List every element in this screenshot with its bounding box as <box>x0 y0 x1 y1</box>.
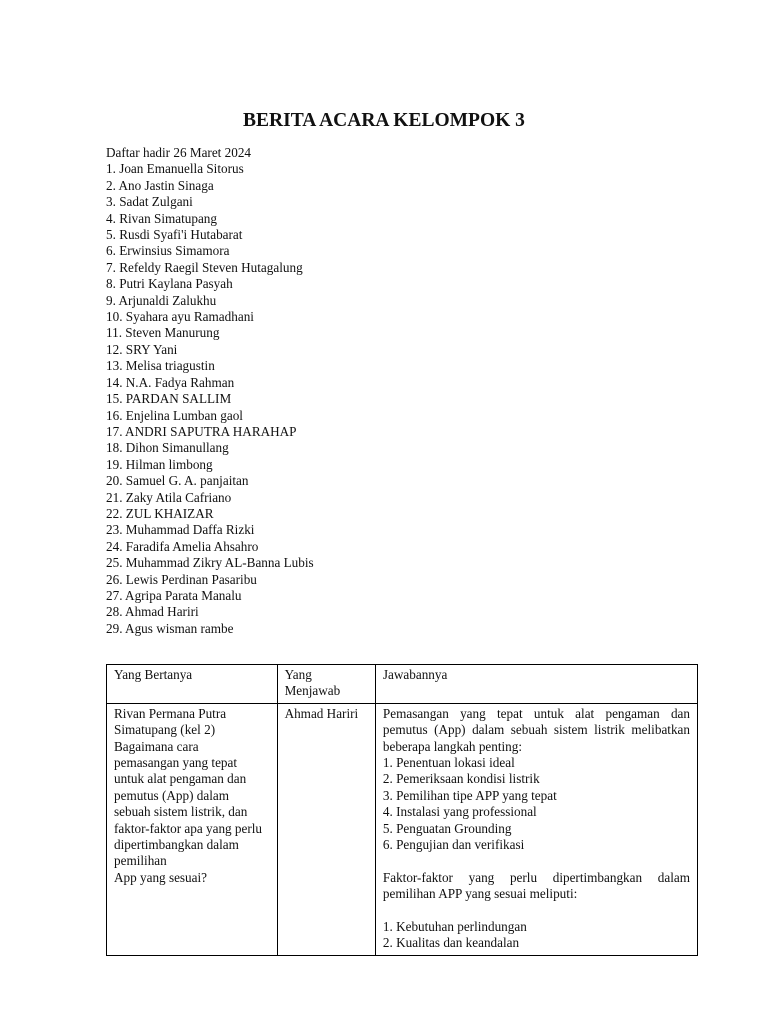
answer-step: 3. Pemilihan tipe APP yang tepat <box>382 787 557 803</box>
answer-factor: 1. Kebutuhan perlindungan <box>382 919 527 935</box>
attendee-item: 13. Melisa triagustin <box>106 358 215 374</box>
asker-line: sebuah sistem listrik, dan <box>114 804 248 820</box>
attendee-item: 10. Syahara ayu Ramadhani <box>106 309 254 325</box>
answer-step: 6. Pengujian dan verifikasi <box>382 837 525 853</box>
asker-line: App yang sesuai? <box>114 869 208 885</box>
asker-line: pemasangan yang tepat <box>114 755 238 771</box>
asker-line: Bagaimana cara <box>114 738 199 754</box>
header-answer: Jawabannya <box>375 665 697 704</box>
asker-question <box>114 706 270 886</box>
attendee-item: 22. ZUL KHAIZAR <box>106 505 214 521</box>
attendee-item: 23. Muhammad Daffa Rizki <box>106 522 255 538</box>
attendee-item: 9. Arjunaldi Zalukhu <box>106 292 217 308</box>
header-asker: Yang Bertanya <box>107 665 278 704</box>
attendee-item: 17. ANDRI SAPUTRA HARAHAP <box>106 423 297 439</box>
answer-cell <box>375 703 697 955</box>
document-title: BERITA ACARA KELOMPOK 3 <box>243 110 525 131</box>
header-answerer: Yang Menjawab <box>277 665 375 704</box>
attendee-item: 18. Dihon Simanullang <box>106 440 229 456</box>
asker-line: untuk alat pengaman dan <box>114 771 247 787</box>
asker-line: faktor-faktor apa yang perlu <box>114 820 263 836</box>
asker-line: dipertimbangkan dalam <box>114 837 239 853</box>
asker-cell <box>107 703 278 955</box>
attendee-item: 16. Enjelina Lumban gaol <box>106 407 243 423</box>
attendance-list <box>106 145 314 637</box>
answer-step: 4. Instalasi yang professional <box>382 804 537 820</box>
attendee-item: 1. Joan Emanuella Sitorus <box>106 161 244 177</box>
attendee-item: 4. Rivan Simatupang <box>106 210 217 226</box>
attendee-item: 20. Samuel G. A. panjaitan <box>106 473 249 489</box>
attendee-item: 5. Rusdi Syafi'i Hutabarat <box>106 227 243 243</box>
asker-line: Rivan Permana Putra <box>114 705 227 721</box>
attendee-item: 25. Muhammad Zikry AL-Banna Lubis <box>106 555 314 571</box>
answerer-cell: Ahmad Hariri <box>277 703 375 955</box>
attendee-items <box>106 161 314 637</box>
attendee-item: 28. Ahmad Hariri <box>106 604 199 620</box>
attendee-item: 19. Hilman limbong <box>106 456 213 472</box>
answer-steps <box>383 755 690 853</box>
attendee-item: 2. Ano Jastin Sinaga <box>106 177 214 193</box>
answer-factors <box>383 919 690 952</box>
attendee-item: 27. Agripa Parata Manalu <box>106 587 242 603</box>
answer-factors-intro: Faktor-faktor yang perlu dipertimbangkan dalam pemilihan APP yang sesuai meliputi: <box>382 869 690 902</box>
asker-line: pemutus (App) dalam <box>114 787 229 803</box>
attendee-item: 26. Lewis Perdinan Pasaribu <box>106 571 257 587</box>
asker-line: pemilihan <box>114 853 167 869</box>
attendance-heading: Daftar hadir 26 Maret 2024 <box>106 145 252 160</box>
attendee-item: 11. Steven Manurung <box>106 325 220 341</box>
attendee-item: 24. Faradifa Amelia Ahsahro <box>106 538 259 554</box>
attendee-item: 12. SRY Yani <box>106 341 178 357</box>
table-row <box>107 703 698 955</box>
attendee-item: 29. Agus wisman rambe <box>106 620 234 636</box>
attendee-item: 15. PARDAN SALLIM <box>106 391 232 407</box>
table-header-row <box>107 665 698 704</box>
answer-step: 1. Penentuan lokasi ideal <box>382 755 515 771</box>
answer-factor: 2. Kualitas dan keandalan <box>382 935 520 951</box>
qa-table <box>106 664 698 956</box>
attendee-item: 8. Putri Kaylana Pasyah <box>106 276 233 292</box>
attendee-item: 14. N.A. Fadya Rahman <box>106 374 235 390</box>
attendee-item: 21. Zaky Atila Cafriano <box>106 489 232 505</box>
attendee-item: 3. Sadat Zulgani <box>106 194 193 210</box>
answer-step: 2. Pemeriksaan kondisi listrik <box>382 771 540 787</box>
answer-intro: Pemasangan yang tepat untuk alat pengaman dan pemutus (App) dalam sebuah sistem listrik melibatkan beberapa langkah penting: <box>382 705 690 754</box>
attendee-item: 7. Refeldy Raegil Steven Hutagalung <box>106 259 303 275</box>
answer-step: 5. Penguatan Grounding <box>382 820 512 836</box>
attendee-item: 6. Erwinsius Simamora <box>106 243 230 259</box>
asker-line: Simatupang (kel 2) <box>114 722 216 738</box>
